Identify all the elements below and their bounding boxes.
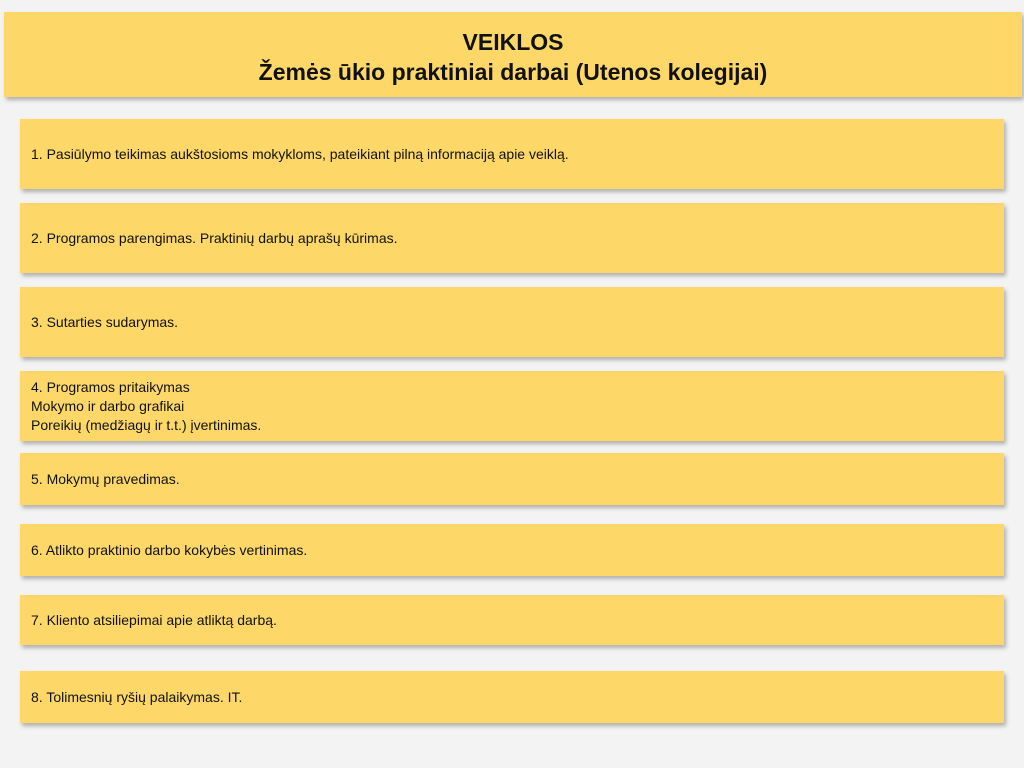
activity-step-text: 2. Programos parengimas. Praktinių darbų aprašų kūrimas. [31, 229, 398, 246]
activity-step-text: 1. Pasiūlymo teikimas aukštosioms mokykloms, pateikiant pilną informaciją apie veiklą. [31, 145, 569, 162]
activity-step-text: 6. Atlikto praktinio darbo kokybės vertinimas. [31, 541, 308, 558]
slide-title: VEIKLOS [462, 29, 564, 55]
activity-step-text: 4. Programos pritaikymas [31, 378, 190, 395]
activity-step-text: 8. Tolimesnių ryšių palaikymas. IT. [31, 688, 243, 705]
activity-step-subline: Poreikių (medžiagų ir t.t.) įvertinimas. [31, 416, 262, 433]
activity-step-text: 5. Mokymų pravedimas. [31, 470, 180, 487]
activity-step-1 [20, 119, 1004, 189]
activity-step-text: 7. Kliento atsiliepimai apie atliktą darbą. [31, 611, 277, 628]
slide-title-box [4, 12, 1022, 97]
activity-step-8 [20, 671, 1004, 723]
activity-step-2 [20, 203, 1004, 273]
slide-subtitle: Žemės ūkio praktiniai darbai (Utenos kolegijai) [258, 59, 768, 85]
activity-step-subline: Mokymo ir darbo grafikai [31, 397, 185, 414]
activity-step-5 [20, 453, 1004, 505]
activity-step-4 [20, 371, 1004, 441]
activity-step-7 [20, 595, 1004, 645]
activity-step-3 [20, 287, 1004, 357]
activity-step-6 [20, 524, 1004, 576]
activity-step-text: 3. Sutarties sudarymas. [31, 313, 179, 330]
